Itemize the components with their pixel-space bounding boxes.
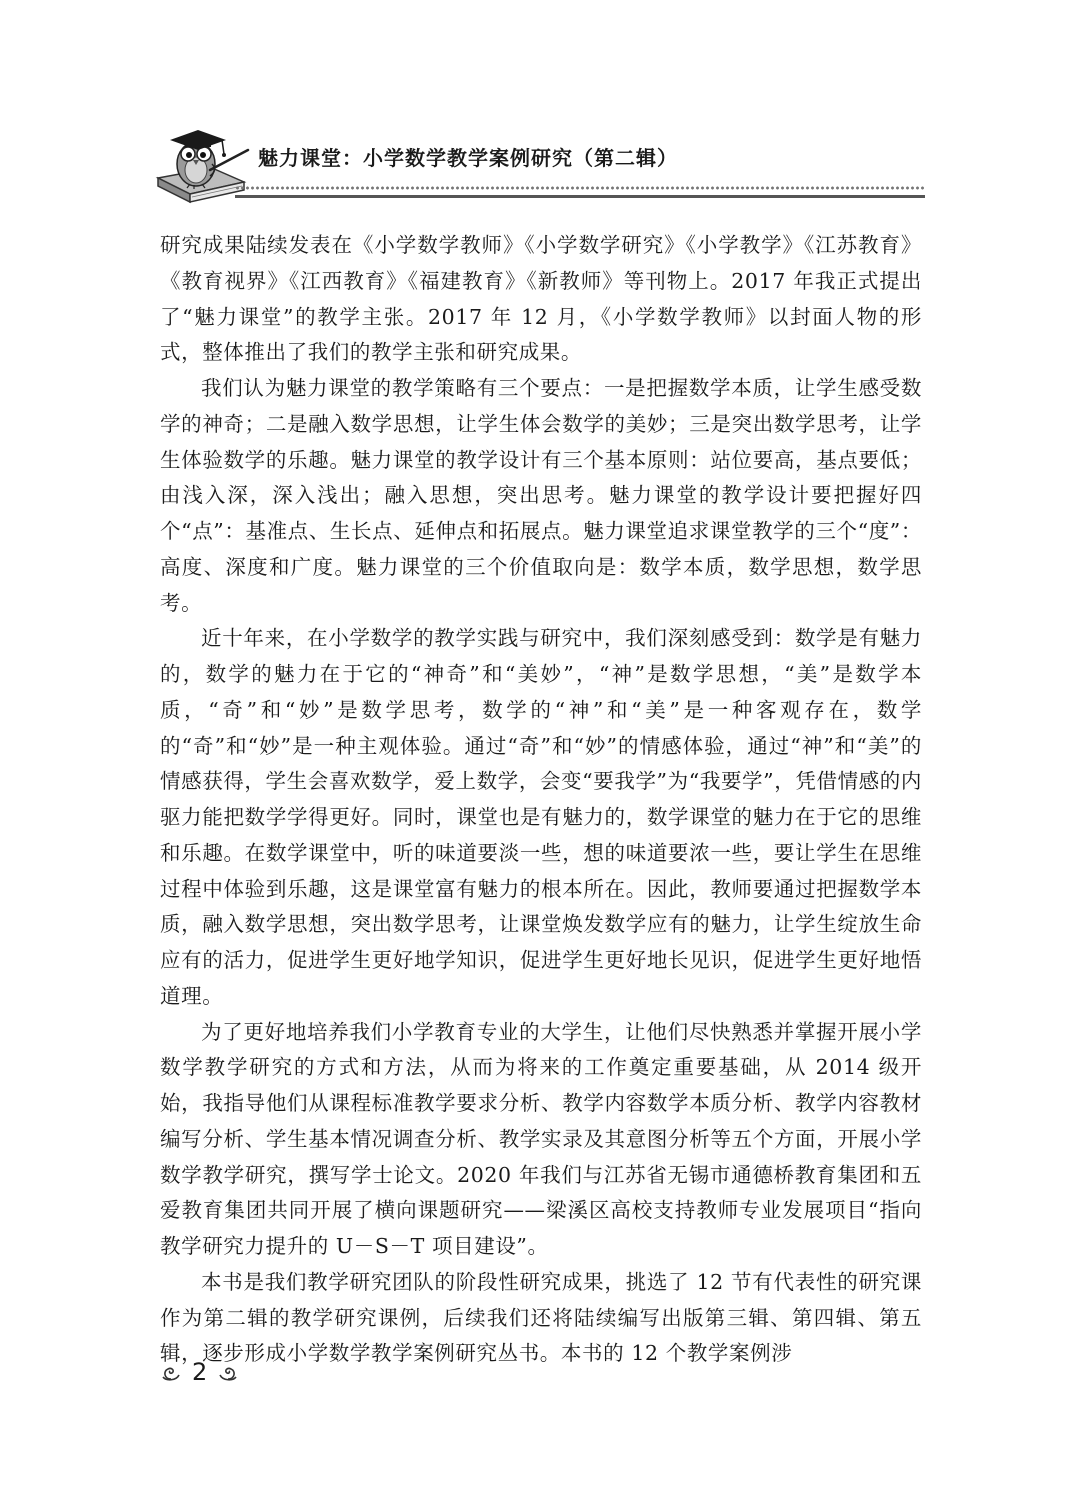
owl-graduate-on-book-icon: [152, 120, 252, 212]
header-rule: [235, 195, 925, 198]
running-header: [0, 0, 1080, 220]
paragraph: 研究成果陆续发表在《小学数学教师》《小学数学研究》《小学教学》《江苏教育》《教育视界》《江西教育》《福建教育》《新教师》等刊物上。2017 年我正式提出了“魅力课堂”的教学主张。2017 年 12 月，《小学数学教师》以封面人物的形式，整体推出了我们的教学主张和研究成果。: [160, 233, 922, 365]
page-footer: [160, 1352, 239, 1392]
body-text: [160, 228, 922, 1372]
swirl-ornament-icon: [160, 1361, 182, 1383]
paragraph: 为了更好地培养我们小学教育专业的大学生，让他们尽快熟悉并掌握开展小学数学教学研究的方式和方法，从而为将来的工作奠定重要基础，从 2014 级开始，我指导他们从课程标准教学要求分析、教学内容数学本质分析、教学内容教材编写分析、学生基本情况调查分析、教学实录及其意图分析等五个方面，开展小学数学教学研究，撰写学士论文。2020 年我们与江苏省无锡市通德桥教育集团和五爱教育集团共同开展了横向课题研究——梁溪区高校支持教师专业发展项目“指向教学研究力提升的 U－S－T 项目建设”。: [160, 1019, 922, 1258]
header-dotted-rule: [235, 186, 925, 190]
paragraph: 我们认为魅力课堂的教学策略有三个要点：一是把握数学本质，让学生感受数学的神奇；二是融入数学思想，让学生体会数学的美妙；三是突出数学思考，让学生体验数学的乐趣。魅力课堂的教学设计有三个基本原则：站位要高，基点要低；由浅入深，深入浅出；融入思想，突出思考。魅力课堂的教学设计要把握好四个“点”：基准点、生长点、延伸点和拓展点。魅力课堂追求课堂教学的三个“度”：高度、深度和广度。魅力课堂的三个价值取向是：数学本质，数学思想，数学思考。: [160, 376, 922, 615]
header-title: 魅力课堂：小学数学教学案例研究（第二辑）: [258, 146, 678, 170]
swirl-ornament-icon: [217, 1361, 239, 1383]
paragraph: 近十年来，在小学数学的教学实践与研究中，我们深刻感受到：数学是有魅力的，数学的魅力在于它的“神奇”和“美妙”，“神”是数学思想，“美”是数学本质，“奇”和“妙”是数学思考，数学的“神”和“美”是一种客观存在，数学的“奇”和“妙”是一种主观体验。通过“奇”和“妙”的情感体验，通过“神”和“美”的情感获得，学生会喜欢数学，爱上数学，会变“要我学”为“我要学”，凭借情感的内驱力能把数学学得更好。同时，课堂也是有魅力的，数学课堂的魅力在于它的思维和乐趣。在数学课堂中，听的味道要淡一些，想的味道要浓一些，要让学生在思维过程中体验到乐趣，这是课堂富有魅力的根本所在。因此，教师要通过把握数学本质，融入数学思想，突出数学思考，让课堂焕发数学应有的魅力，让学生绽放生命应有的活力，促进学生更好地学知识，促进学生更好地长见识，促进学生更好地悟道理。: [160, 626, 922, 1008]
page-number: 2: [192, 1358, 208, 1386]
paragraph: 本书是我们教学研究团队的阶段性研究成果，挑选了 12 节有代表性的研究课作为第二辑的教学研究课例，后续我们还将陆续编写出版第三辑、第四辑、第五辑，逐步形成小学数学教学案例研究丛书。本书的 12 个教学案例涉: [160, 1269, 922, 1366]
